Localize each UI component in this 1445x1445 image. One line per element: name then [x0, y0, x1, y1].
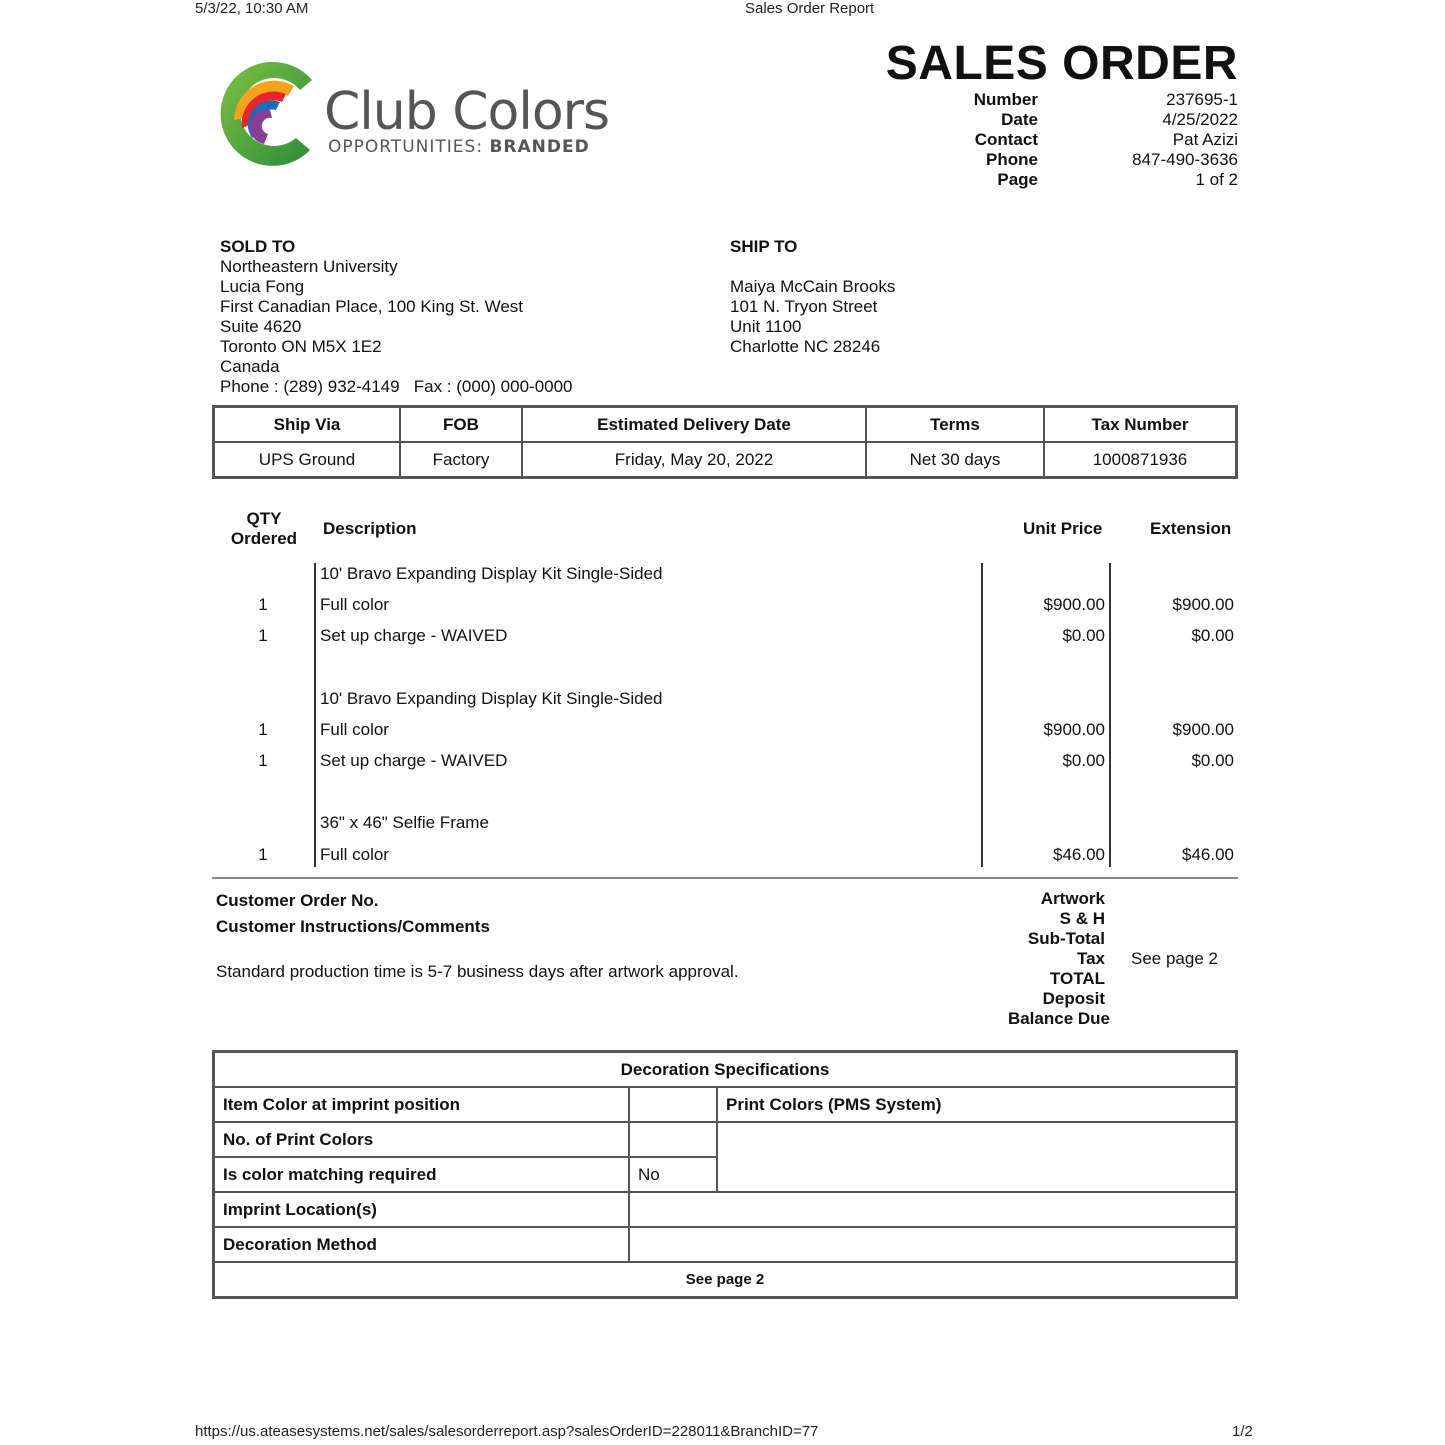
decoration-footer: See page 2 — [214, 1262, 1237, 1298]
meta-label: Number — [973, 90, 1038, 109]
sold-to-line: Canada — [220, 357, 280, 376]
item-unit-price: $0.00 — [1062, 626, 1105, 645]
shipping-value: 1000871936 — [1044, 442, 1237, 478]
ship-to-line: Unit 1100 — [730, 317, 802, 336]
shipping-value: Factory — [400, 442, 522, 478]
shipping-header: FOB — [400, 407, 522, 443]
item-description: Set up charge - WAIVED — [320, 626, 508, 645]
column-divider — [314, 563, 316, 867]
ship-to-block — [730, 237, 895, 357]
sold-to-line: Lucia Fong — [220, 277, 305, 296]
ship-to-line: 101 N. Tryon Street — [730, 297, 878, 316]
meta-value: Pat Azizi — [1172, 130, 1238, 149]
sold-to-block — [220, 237, 573, 397]
logo-swirl-icon — [212, 58, 322, 168]
customer-order-no-label: Customer Order No. — [216, 891, 379, 910]
shipping-value-row — [214, 442, 1237, 478]
column-divider — [1109, 563, 1111, 867]
meta-value: 1 of 2 — [1195, 170, 1238, 189]
logo-name: Club Colors — [324, 82, 610, 142]
item-color-label: Item Color at imprint position — [214, 1087, 630, 1122]
meta-value: 237695-1 — [1166, 90, 1238, 109]
imprint-location-label: Imprint Location(s) — [214, 1192, 630, 1227]
total-label: Tax — [1076, 949, 1105, 968]
qty-header: QTY Ordered — [230, 509, 298, 548]
ship-to-line: Charlotte NC 28246 — [730, 337, 881, 356]
unit-price-header: Unit Price — [1023, 519, 1103, 538]
meta-value: 847-490-3636 — [1132, 150, 1238, 169]
sold-to-line: Toronto ON M5X 1E2 — [220, 337, 382, 356]
item-description: Set up charge - WAIVED — [320, 751, 508, 770]
decoration-method-label: Decoration Method — [214, 1227, 630, 1262]
items-bottom-rule — [212, 877, 1238, 879]
sold-to-line: Phone : (289) 932-4149 Fax : (000) 000-0000 — [220, 377, 573, 396]
meta-label: Page — [997, 170, 1038, 189]
shipping-header: Ship Via — [214, 407, 401, 443]
print-page-title: Sales Order Report — [745, 0, 875, 17]
imprint-location-value — [629, 1192, 1237, 1227]
customer-comment: Standard production time is 5-7 business days after artwork approval. — [216, 962, 739, 981]
item-description: 10' Bravo Expanding Display Kit Single-Sided — [320, 564, 663, 583]
item-qty: 1 — [258, 595, 268, 614]
item-unit-price: $46.00 — [1053, 845, 1105, 864]
total-label: Deposit — [1042, 989, 1105, 1008]
num-colors-value — [629, 1122, 717, 1157]
shipping-header: Terms — [866, 407, 1044, 443]
shipping-value: UPS Ground — [214, 442, 401, 478]
print-timestamp: 5/3/22, 10:30 AM — [195, 0, 309, 17]
total-label: Sub-Total — [1027, 929, 1105, 948]
num-colors-label: No. of Print Colors — [214, 1122, 630, 1157]
print-colors-label: Print Colors (PMS System) — [717, 1087, 1237, 1122]
item-description: Full color — [320, 845, 389, 864]
item-qty: 1 — [258, 845, 268, 864]
shipping-table — [212, 405, 1238, 479]
shipping-header: Tax Number — [1044, 407, 1237, 443]
item-description: Full color — [320, 720, 389, 739]
shipping-header-row — [214, 407, 1237, 443]
item-unit-price: $900.00 — [1043, 720, 1105, 739]
item-description: 36" x 46" Selfie Frame — [320, 813, 489, 832]
extension-header: Extension — [1150, 519, 1232, 538]
total-label: Artwork — [1040, 889, 1105, 908]
page-title: SALES ORDER — [885, 37, 1238, 90]
logo-tagline: OPPORTUNITIES: BRANDED — [328, 137, 590, 157]
item-qty: 1 — [258, 720, 268, 739]
sold-to-line: Suite 4620 — [220, 317, 302, 336]
ship-to-line: Maiya McCain Brooks — [730, 277, 896, 296]
item-unit-price: $900.00 — [1043, 595, 1105, 614]
print-page-count: 1/2 — [1232, 1423, 1253, 1440]
item-extension: $900.00 — [1172, 595, 1234, 614]
ship-to-line — [730, 257, 895, 277]
customer-instructions-label: Customer Instructions/Comments — [216, 917, 490, 936]
meta-label: Phone — [986, 150, 1038, 169]
print-url: https://us.ateasesystems.net/sales/salesorderreport.asp?salesOrderID=228011&BranchID=77 — [195, 1423, 819, 1440]
meta-value: 4/25/2022 — [1162, 110, 1238, 129]
club-colors-logo — [212, 58, 322, 173]
sold-to-line: First Canadian Place, 100 King St. West — [220, 297, 524, 316]
item-extension: $900.00 — [1172, 720, 1234, 739]
description-header: Description — [323, 519, 417, 538]
decoration-title: Decoration Specifications — [214, 1052, 1237, 1088]
color-match-label: Is color matching required — [214, 1157, 630, 1192]
item-extension: $0.00 — [1191, 626, 1234, 645]
meta-label: Contact — [974, 130, 1038, 149]
item-description: Full color — [320, 595, 389, 614]
item-extension: $46.00 — [1182, 845, 1234, 864]
item-color-value — [629, 1087, 717, 1122]
meta-label: Date — [1001, 110, 1038, 129]
decoration-table — [212, 1050, 1238, 1299]
total-label: Balance Due — [1007, 1009, 1110, 1028]
shipping-header: Estimated Delivery Date — [522, 407, 866, 443]
sold-to-heading: SOLD TO — [220, 237, 296, 256]
item-qty: 1 — [258, 626, 268, 645]
item-description: 10' Bravo Expanding Display Kit Single-Sided — [320, 689, 663, 708]
totals-note: See page 2 — [1131, 949, 1218, 968]
order-meta — [938, 90, 1238, 190]
total-label: S & H — [1059, 909, 1105, 928]
total-label: TOTAL — [1049, 969, 1105, 988]
item-extension: $0.00 — [1191, 751, 1234, 770]
sold-to-line: Northeastern University — [220, 257, 398, 276]
ship-to-heading: SHIP TO — [730, 237, 798, 256]
item-qty: 1 — [258, 751, 268, 770]
item-unit-price: $0.00 — [1062, 751, 1105, 770]
column-divider — [981, 563, 983, 867]
color-match-value: No — [629, 1157, 717, 1192]
shipping-value: Friday, May 20, 2022 — [522, 442, 866, 478]
totals-labels — [960, 889, 1110, 1029]
shipping-value: Net 30 days — [866, 442, 1044, 478]
print-colors-value — [717, 1122, 1237, 1192]
decoration-method-value — [629, 1227, 1237, 1262]
